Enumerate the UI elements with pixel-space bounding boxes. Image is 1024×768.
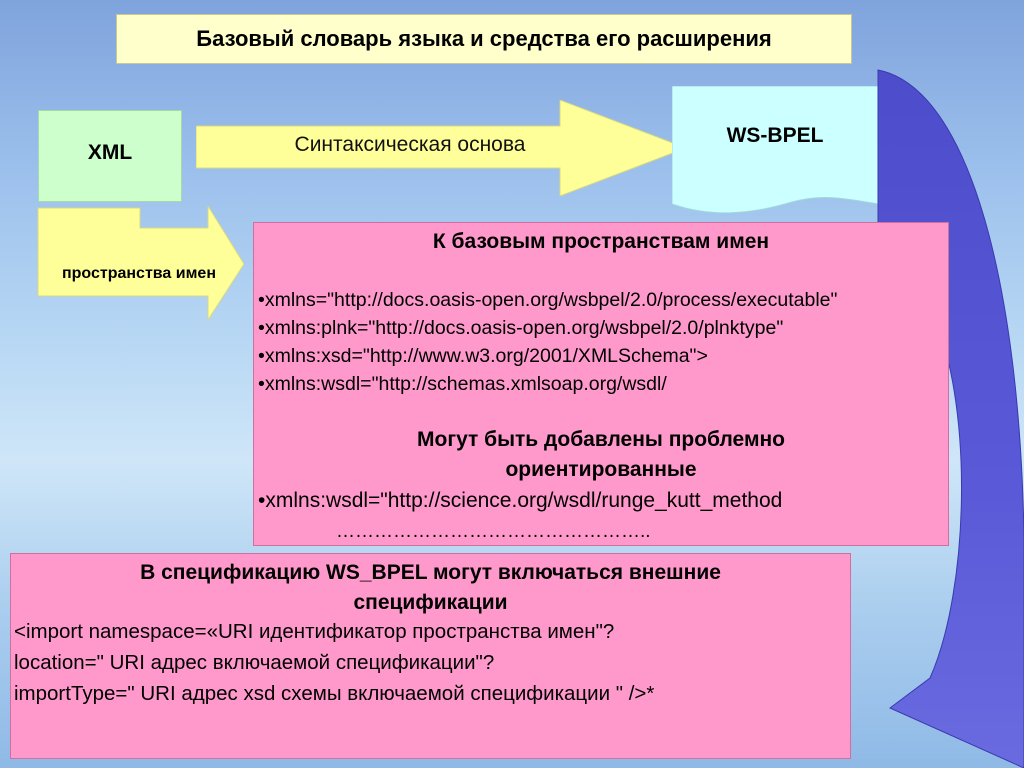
xml-box xyxy=(38,110,182,202)
import-type-line: importType=" URI адрес xsd схемы включаемой спецификации " />* xyxy=(14,682,655,705)
external-specs-title-line1: В спецификацию WS_BPEL могут включаться внешние xyxy=(140,561,721,584)
added-namespaces-title-line2: ориентированные xyxy=(505,458,697,481)
base-namespaces-title: К базовым пространствам имен xyxy=(432,230,770,253)
namespaces-arrow xyxy=(36,206,246,322)
namespace-line: •xmlns:plnk="http://docs.oasis-open.org/wsbpel/2.0/plnktype" xyxy=(258,317,784,339)
namespace-line: •xmlns:wsdl="http://schemas.xmlsoap.org/wsdl/ xyxy=(258,373,667,395)
namespaces-label: пространства имен xyxy=(61,265,216,282)
external-specs-title-line2: спецификации xyxy=(353,591,508,614)
wsbpel-document-box xyxy=(672,86,878,216)
added-namespaces-title xyxy=(254,425,948,485)
external-specs-panel xyxy=(10,553,851,759)
external-specs-title xyxy=(11,558,850,618)
base-namespaces-panel xyxy=(253,222,949,546)
location-line: location=" URI адрес включаемой спецификации"? xyxy=(14,651,495,674)
import-line: <import namespace=«URI идентификатор пространства имен"? xyxy=(14,620,615,643)
slide-title: Базовый словарь языка и средства его расширения xyxy=(116,14,852,64)
namespace-line: •xmlns:xsd="http://www.w3.org/2001/XMLSchema"> xyxy=(258,345,708,367)
xml-label: XML xyxy=(87,141,133,164)
added-namespaces-title-line1: Могут быть добавлены проблемно xyxy=(417,428,785,451)
wsbpel-label: WS-BPEL xyxy=(726,124,824,147)
syntax-arrow-label: Синтаксическая основа xyxy=(294,133,526,156)
namespace-line: •xmlns="http://docs.oasis-open.org/wsbpel/2.0/process/executable" xyxy=(258,289,838,311)
added-namespace-line: •xmlns:wsdl="http://science.org/wsdl/runge_kutt_method xyxy=(258,489,783,512)
ellipsis-dots: ………………………………………….. xyxy=(336,521,651,542)
